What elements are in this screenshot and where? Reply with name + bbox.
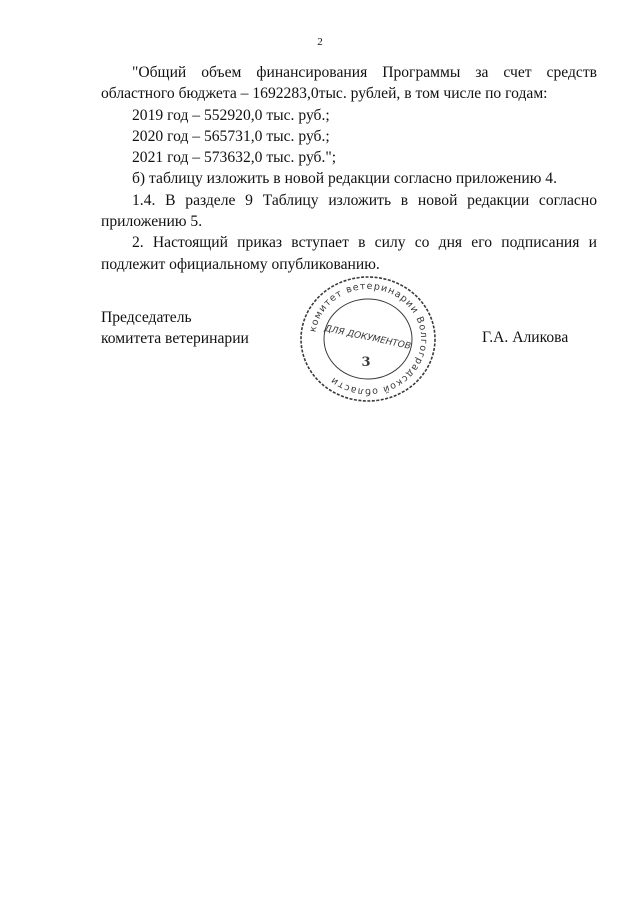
official-stamp [297, 274, 439, 404]
paragraph-funding: "Общий объем финансирования Программы за счет средств областного бюджета – 1692283,0тыс. рублей, в том числе по годам: [101, 64, 597, 103]
position-committee: комитета ветеринарии [101, 330, 249, 347]
stamp-ring-text: комитет ветеринарии Волгоградской области [307, 280, 430, 398]
document-body [101, 62, 597, 275]
stamp-center-text: ДЛЯ ДОКУМЕНТОВ [323, 323, 412, 352]
position-title: Председатель [101, 309, 192, 326]
signature-position [101, 307, 249, 349]
paragraph-effective-date: 2. Настоящий приказ вступает в силу со дня его подписания и подлежит официальному опубликованию. [101, 234, 597, 273]
paragraph-year-2021: 2021 год – 573632,0 тыс. руб."; [132, 149, 337, 167]
paragraph-section-9: 1.4. В разделе 9 Таблицу изложить в новой редакции согласно приложению 5. [101, 191, 597, 231]
paragraph-year-2019: 2019 год – 552920,0 тыс. руб.; [132, 106, 330, 124]
stamp-number: 3 [361, 355, 371, 370]
paragraph-table-appendix-4: б) таблицу изложить в новой редакции согласно приложению 4. [132, 170, 557, 188]
paragraph-year-2020: 2020 год – 565731,0 тыс. руб.; [132, 127, 330, 145]
signatory-name: Г.А. Аликова [482, 329, 569, 346]
page-number: 2 [317, 36, 323, 48]
